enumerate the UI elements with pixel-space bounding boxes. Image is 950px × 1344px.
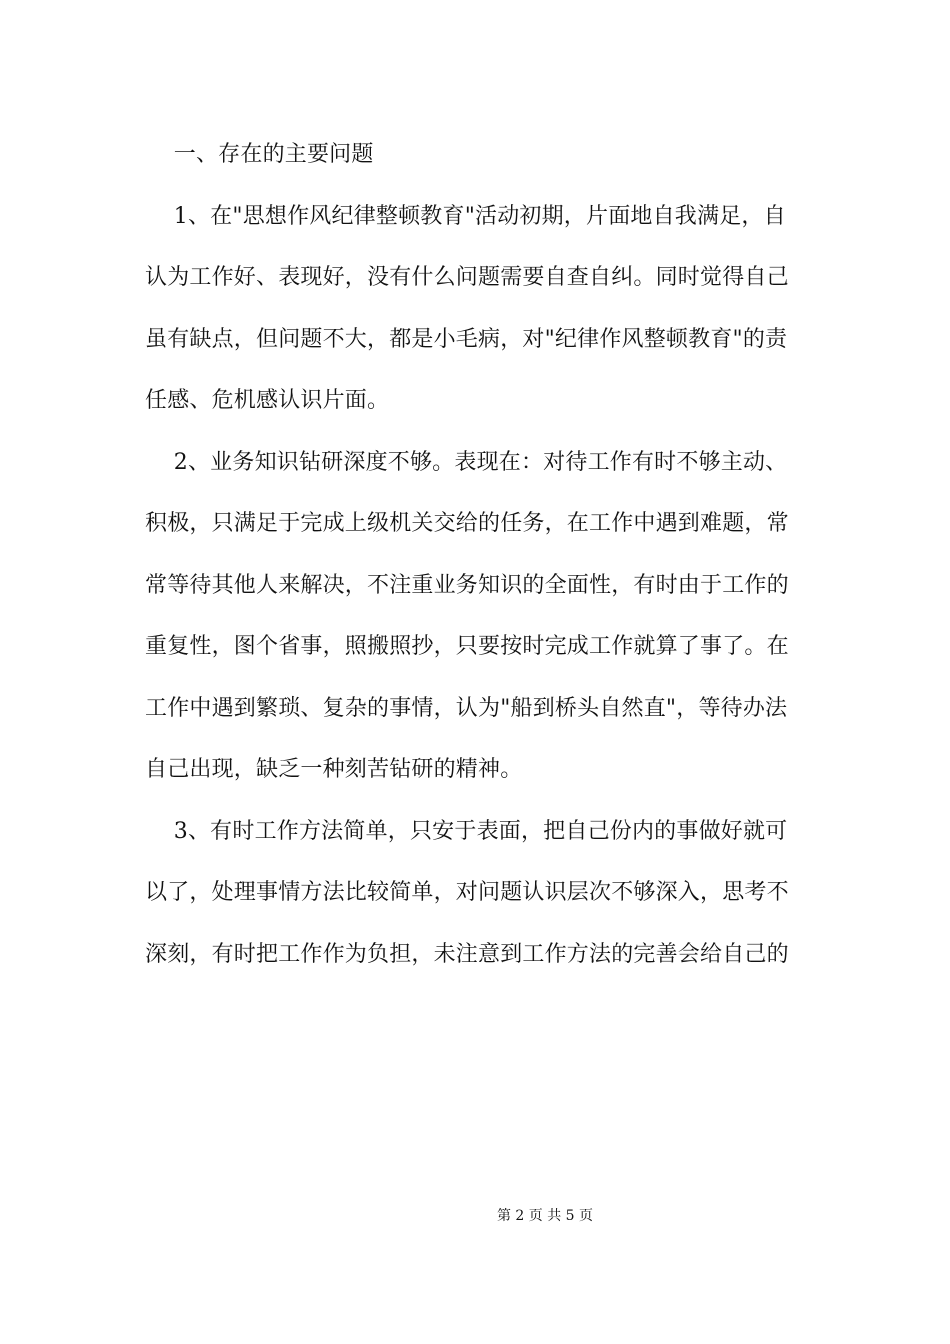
text-line: 积极，只满足于完成上级机关交给的任务，在工作中遇到难题，常 bbox=[145, 511, 789, 536]
text-line: 重复性，图个省事，照搬照抄，只要按时完成工作就算了事了。在 bbox=[145, 634, 789, 659]
text-line: 工作中遇到繁琐、复杂的事情，认为"船到桥头自然直"，等待办法 bbox=[145, 695, 788, 721]
text-line: 1、在"思想作风纪律整顿教育"活动初期，片面地自我满足，自 bbox=[145, 203, 786, 229]
text-line: 以了，处理事情方法比较简单，对问题认识层次不够深入，思考不 bbox=[145, 880, 789, 905]
section-heading: 一、存在的主要问题 bbox=[145, 142, 374, 167]
text-line: 2、业务知识钻研深度不够。表现在：对待工作有时不够主动、 bbox=[145, 449, 788, 475]
text-line: 常等待其他人来解决，不注重业务知识的全面性，有时由于工作的 bbox=[145, 572, 789, 598]
document-body bbox=[145, 124, 807, 985]
page-number-footer: 第 2 页 共 5 页 bbox=[496, 1208, 594, 1224]
text-line: 自己出现，缺乏一种刻苦钻研的精神。 bbox=[145, 757, 523, 782]
text-line: 任感、危机感认识片面。 bbox=[145, 388, 390, 413]
text-line: 认为工作好、表现好，没有什么问题需要自查自纠。同时觉得自己 bbox=[145, 265, 789, 290]
text-line: 3、有时工作方法简单，只安于表面，把自己份内的事做好就可 bbox=[145, 818, 788, 844]
text-line: 深刻，有时把工作作为负担，未注意到工作方法的完善会给自己的 bbox=[145, 941, 789, 967]
text-line: 虽有缺点，但问题不大，都是小毛病，对"纪律作风整顿教育"的责 bbox=[145, 326, 788, 352]
